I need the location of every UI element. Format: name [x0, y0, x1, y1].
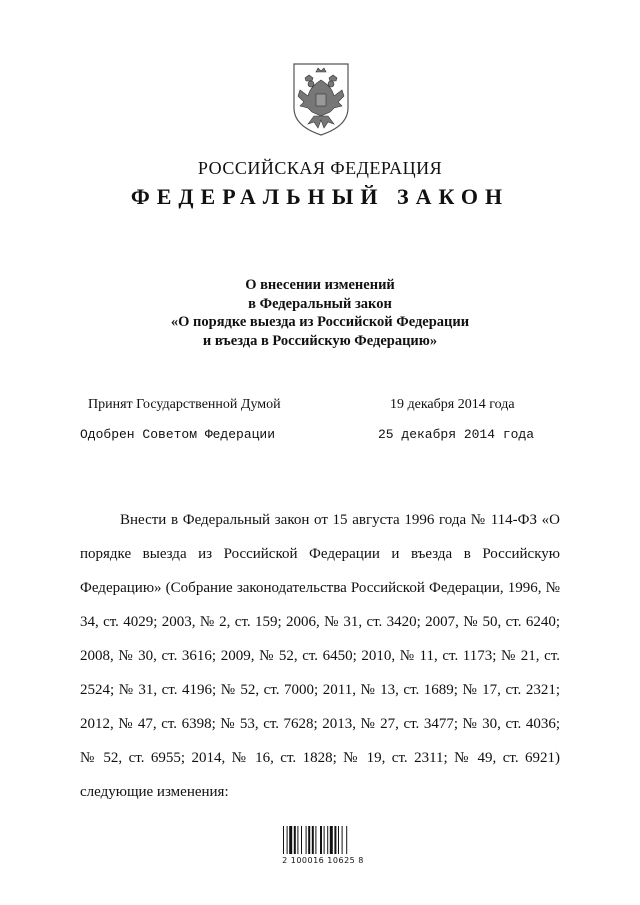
country-name: РОССИЙСКАЯ ФЕДЕРАЦИЯ [197, 158, 443, 178]
law-title-line: и въезда в Российскую Федерацию» [202, 332, 438, 349]
law-body [80, 503, 560, 809]
law-title-line: О внесении изменений [245, 277, 395, 293]
barcode-number: 2 100016 10625 8 [282, 856, 364, 865]
adoption-date: 25 декабря 2014 года [378, 427, 535, 442]
russian-coat-of-arms-icon [290, 62, 352, 137]
adoption-date: 19 декабря 2014 года [390, 397, 515, 412]
barcode-icon [283, 826, 361, 854]
law-title [0, 276, 640, 350]
adoption-label: Принят Государственной Думой [88, 397, 281, 412]
body-paragraph: Внести в Федеральный закон от 15 августа 1996 года № 114-ФЗ «О порядке выезда из Российской Федерации и въезда в Российскую Федерацию» (Собрание законодательства Российской Федерации, 1996, № 34, ст. 4029; 2003, № 2, ст. 159; 2006, № 31, ст. 3420; 2007, № 50, ст. 6240; 2008, № 30, ст. 3616; 2009, № 52, ст. 6450; 2010, № 11, ст. 1173; № 21, ст. 2524; № 31, ст. 4196; № 52, ст. 7000; 2011, № 13, ст. 1689; № 17, ст. 2321; 2012, № 47, ст. 6398; № 53, ст. 7628; 2013, № 27, ст. 3477; № 30, ст. 4036; № 52, ст. 6955; 2014, № 16, ст. 1828; № 19, ст. 2311; № 49, ст. 6921) следующие изменения: [80, 512, 560, 800]
law-title-line: «О порядке выезда из Российской Федерации [170, 314, 470, 330]
law-title-line: в Федеральный закон [248, 295, 392, 312]
adoption-label: Одобрен Советом Федерации [80, 427, 276, 442]
law-type-heading: ФЕДЕРАЛЬНЫЙ ЗАКОН [130, 184, 510, 209]
